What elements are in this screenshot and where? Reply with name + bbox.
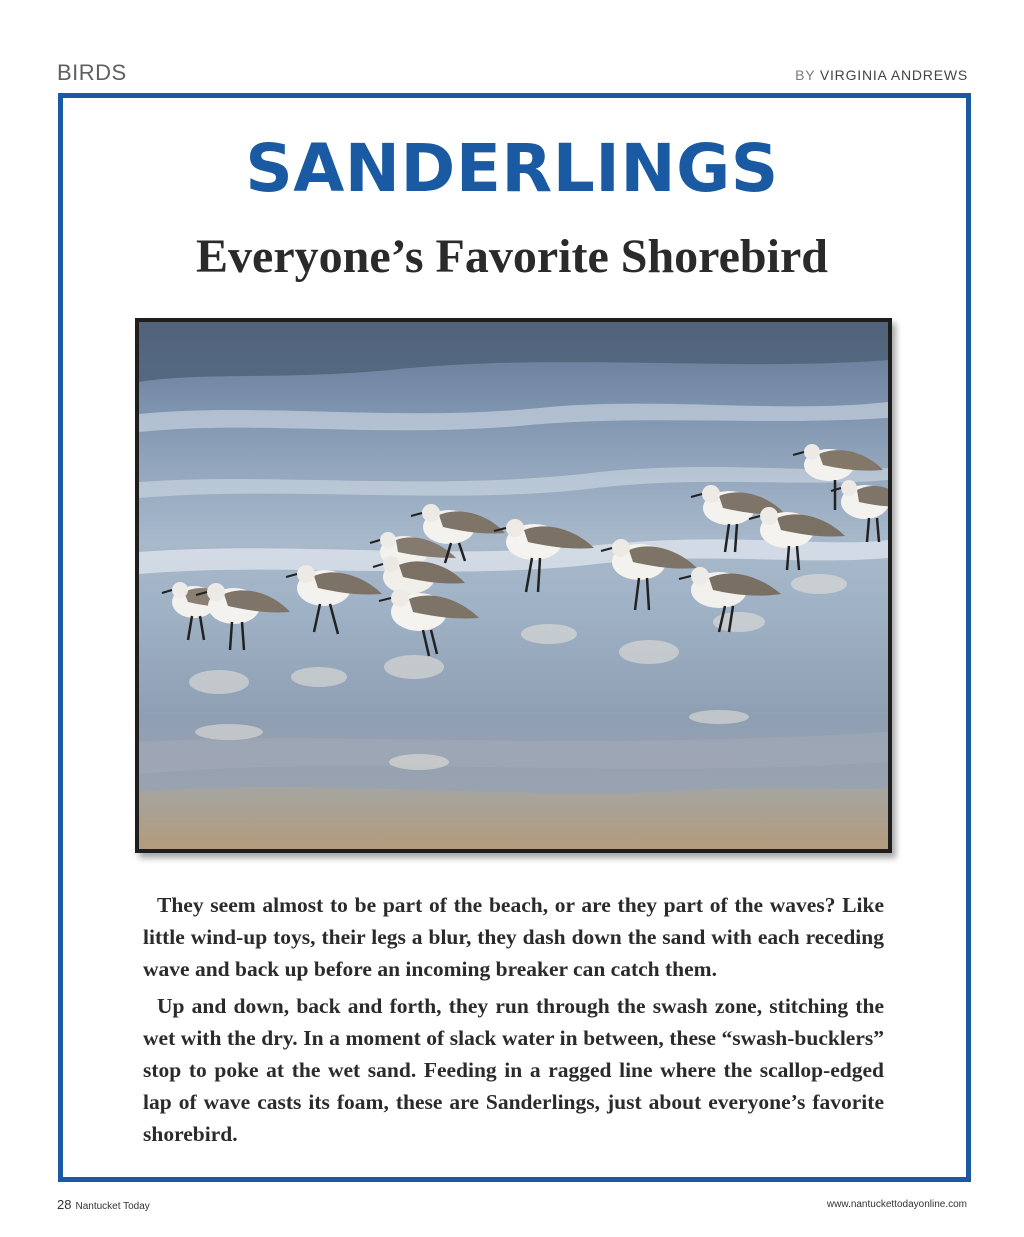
section-label: BIRDS xyxy=(57,60,127,85)
article-paragraph-1: They seem almost to be part of the beach, or are they part of the waves? Like little wind-up toys, their legs a blur, they dash down the sand with each receding wave and back up before an incoming breaker can catch them. xyxy=(143,893,884,981)
sanderlings-photo xyxy=(135,318,892,853)
article-subtitle: Everyone’s Favorite Shorebird xyxy=(196,230,828,283)
article-body xyxy=(143,889,884,1155)
byline xyxy=(795,67,968,83)
article-paragraph-2: Up and down, back and forth, they run through the swash zone, stitching the wet with the dry. In a moment of slack water in between, these “swash-bucklers” stop to poke at the wet sand. Feeding in a ragged line where the scallop-edged lap of wave casts its foam, these are Sanderlings, just about everyone’s favorite shorebird. xyxy=(143,994,884,1146)
byline-prefix: BY xyxy=(795,67,816,83)
author-name: VIRGINIA ANDREWS xyxy=(819,67,968,83)
page-footer-left xyxy=(57,1197,150,1212)
page-number: 28 xyxy=(57,1197,72,1212)
publication-url[interactable]: www.nantuckettodayonline.com xyxy=(826,1199,967,1210)
publication-name: Nantucket Today xyxy=(75,1201,150,1212)
article-title: SANDERLINGS xyxy=(245,130,779,207)
